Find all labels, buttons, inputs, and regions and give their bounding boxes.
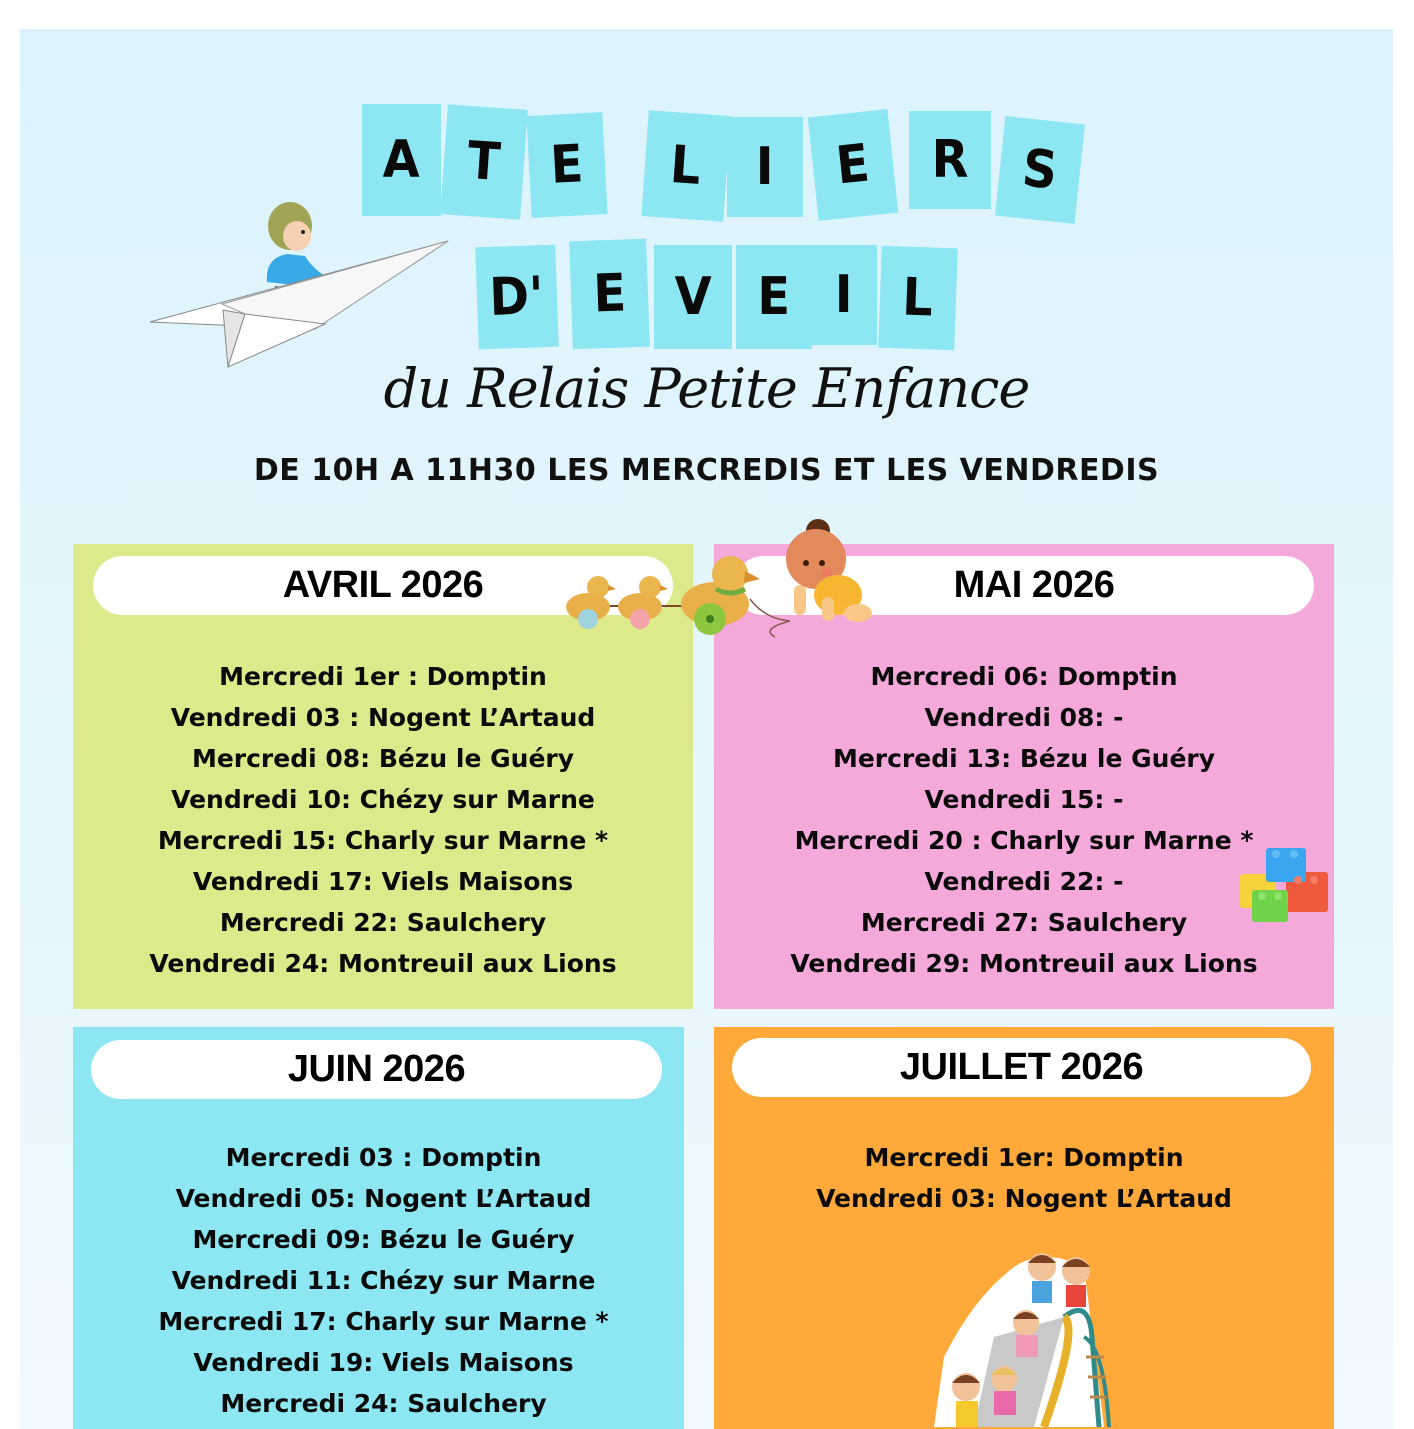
list-item: Mercredi 20 : Charly sur Marne * <box>794 826 1254 855</box>
list-item: Mercredi 03 : Domptin <box>225 1143 542 1172</box>
title-tile: V <box>654 245 732 349</box>
subtitle: du Relais Petite Enfance <box>383 357 1030 420</box>
title-tile: A <box>362 104 441 216</box>
list-item: Mercredi 1er : Domptin <box>219 662 547 691</box>
title-tile: E <box>736 245 812 349</box>
month-title: JUILLET 2026 <box>899 1046 1144 1088</box>
list-item: Vendredi 29: Montreuil aux Lions <box>790 949 1258 978</box>
title-tile: R <box>909 111 991 209</box>
entry-list <box>714 1137 1334 1219</box>
pull-toy-ducks-icon <box>560 549 790 639</box>
title-tile: D' <box>475 245 559 350</box>
month-title: MAI 2026 <box>953 564 1115 606</box>
building-blocks-icon <box>1238 844 1333 924</box>
entry-list <box>83 1137 684 1424</box>
list-item: Vendredi 15: - <box>924 785 1124 814</box>
list-item: Mercredi 08: Bézu le Guéry <box>191 744 575 773</box>
title-tile: L <box>878 246 958 351</box>
list-item: Mercredi 24: Saulchery <box>220 1389 547 1418</box>
list-item: Mercredi 09: Bézu le Guéry <box>192 1225 575 1254</box>
month-title: AVRIL 2026 <box>282 564 484 606</box>
list-item: Vendredi 08: - <box>924 703 1124 732</box>
title-tile: S <box>995 116 1085 224</box>
list-item: Mercredi 15: Charly sur Marne * <box>157 826 609 855</box>
list-item: Mercredi 13: Bézu le Guéry <box>832 744 1216 773</box>
list-item: Vendredi 24: Montreuil aux Lions <box>149 949 617 978</box>
list-item: Vendredi 05: Nogent L’Artaud <box>175 1184 592 1213</box>
month-card-juillet <box>714 1027 1334 1429</box>
crawling-baby-icon <box>780 517 880 627</box>
month-title: JUIN 2026 <box>287 1048 466 1090</box>
children-on-slide-icon <box>914 1237 1124 1427</box>
entry-list <box>73 656 693 984</box>
list-item: Vendredi 11: Chézy sur Marne <box>171 1266 596 1295</box>
list-item: Vendredi 17: Viels Maisons <box>192 867 574 896</box>
list-item: Vendredi 03: Nogent L’Artaud <box>816 1184 1232 1213</box>
list-item: Mercredi 17: Charly sur Marne * <box>158 1307 609 1336</box>
entry-list <box>714 656 1334 984</box>
list-item: Mercredi 22: Saulchery <box>219 908 547 937</box>
title-tile: E <box>526 112 607 218</box>
list-item: Vendredi 10: Chézy sur Marne <box>171 785 595 814</box>
boy-on-paper-plane-icon <box>145 194 455 369</box>
poster <box>20 29 1393 1429</box>
title-tile: L <box>641 110 730 221</box>
month-title-pill <box>91 1040 662 1099</box>
list-item: Mercredi 1er: Domptin <box>864 1143 1184 1172</box>
schedule-text: DE 10H A 11H30 LES MERCREDIS ET LES VENDREDIS <box>253 453 1160 488</box>
title-tile: I <box>811 245 877 345</box>
month-title-pill <box>732 1038 1311 1097</box>
title-tile: I <box>727 117 803 217</box>
title-tile: E <box>569 239 650 350</box>
title-tile: E <box>808 109 898 221</box>
title-tile: T <box>440 104 527 219</box>
list-item: Vendredi 19: Viels Maisons <box>193 1348 574 1377</box>
month-card-juin <box>73 1027 684 1429</box>
list-item: Mercredi 06: Domptin <box>870 662 1178 691</box>
list-item: Mercredi 27: Saulchery <box>860 908 1188 937</box>
list-item: Vendredi 03 : Nogent L’Artaud <box>170 703 596 732</box>
list-item: Vendredi 22: - <box>924 867 1124 896</box>
